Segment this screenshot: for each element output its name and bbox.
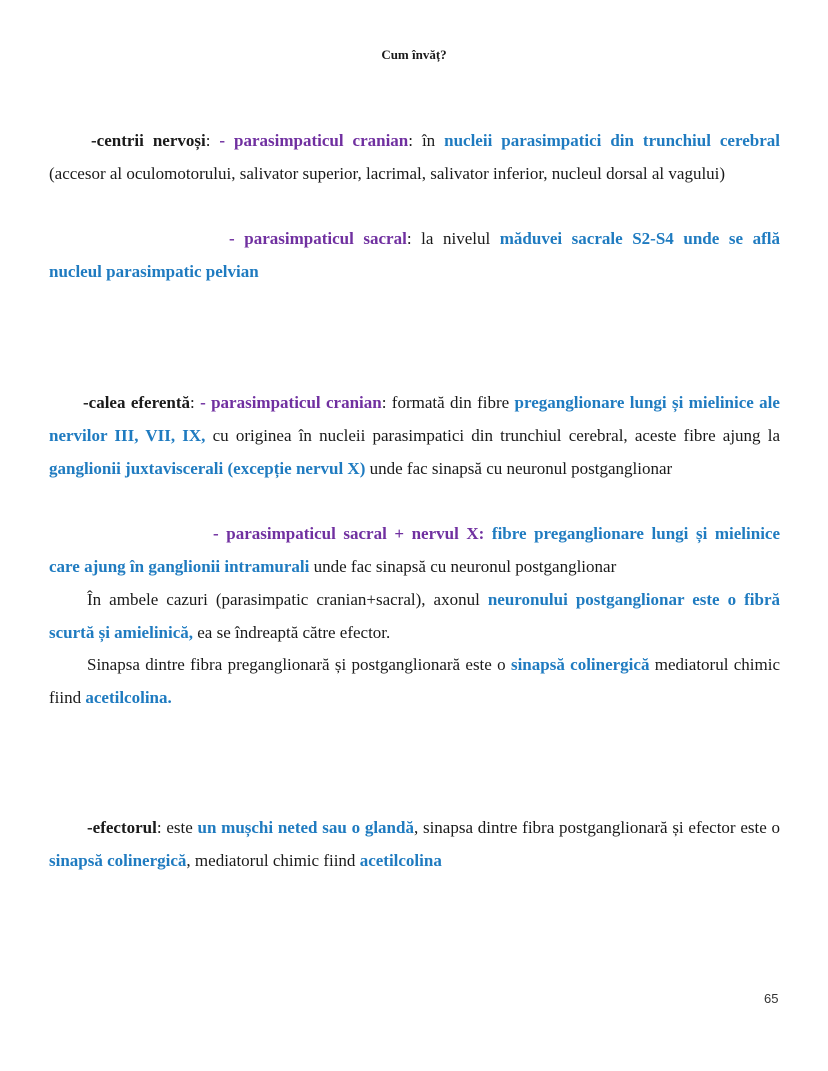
section-calea-synapse xyxy=(49,648,780,714)
centrii-sacral-location: măduvei sacrale S2-S4 unde se află nucleul parasimpatic pelvian xyxy=(49,229,780,281)
section-calea-sacral xyxy=(49,517,780,583)
calea-colon: : xyxy=(189,393,201,412)
centrii-cranian-colon: : în xyxy=(408,131,445,150)
centrii-cranian-term: parasimpaticul cranian xyxy=(234,131,409,150)
section-centrii-sacral xyxy=(49,222,780,288)
centrii-cranian-location: nucleii parasimpatici din trunchiul cerebral xyxy=(444,131,780,150)
centrii-sacral-colon: : la nivelul xyxy=(406,229,500,248)
calea-paren: ( xyxy=(223,459,234,478)
calea-cranian-term: parasimpaticul cranian xyxy=(211,393,382,412)
calea-cranian-text3: unde fac sinapsă cu neuronul postganglionar xyxy=(365,459,673,478)
efectorul-highlight2: sinapsă colinergică xyxy=(49,851,187,870)
calea-synapse-mediator: acetilcolina. xyxy=(85,688,172,707)
page-header-title: Cum învăț? xyxy=(381,47,447,62)
section-efectorul xyxy=(49,811,780,877)
calea-both-text2: ea se îndreaptă către efector. xyxy=(193,623,391,642)
efectorul-text3: , mediatorul chimic fiind xyxy=(186,851,360,870)
section-centrii-nervosi xyxy=(49,124,780,190)
calea-cranian-text1: : formată din fibre xyxy=(381,393,515,412)
calea-exception: excepție nervul X) xyxy=(233,459,366,478)
centrii-label: -centrii nervoși xyxy=(91,131,206,150)
centrii-sacral-term: parasimpaticul sacral xyxy=(244,229,407,248)
efectorul-label: -efectorul xyxy=(87,818,157,837)
calea-sacral-text: unde fac sinapsă cu neuronul postganglionar xyxy=(309,557,617,576)
centrii-colon: : xyxy=(205,131,220,150)
calea-sacral-dash: - xyxy=(213,524,227,543)
calea-sacral-fibers: fibre preganglionare lungi și mielinice care ajung în ganglionii intramurali xyxy=(49,524,781,576)
calea-synapse-text1: Sinapsa dintre fibra preganglionară și postganglionară este o xyxy=(87,655,511,674)
efectorul-highlight1: un mușchi neted sau o glandă xyxy=(197,818,414,837)
centrii-sacral-dash: - xyxy=(229,229,245,248)
centrii-cranian-detail: (accesor al oculomotorului, salivator superior, lacrimal, salivator inferior, nucleul dorsal al vagului) xyxy=(49,164,726,183)
calea-synapse-text2: mediatorul chimic fiind xyxy=(49,655,781,707)
section-calea-both xyxy=(49,583,780,649)
page-number: 65 xyxy=(764,991,779,1006)
efectorul-text2: , sinapsa dintre fibra postganglionară și efector este o xyxy=(413,818,781,837)
centrii-dash: - xyxy=(219,131,235,150)
calea-sacral-term: parasimpaticul sacral + nervul X: xyxy=(226,524,485,543)
section-calea-eferenta xyxy=(49,386,780,485)
calea-label: -calea eferentă xyxy=(83,393,190,412)
efectorul-text1: : este xyxy=(156,818,198,837)
calea-both-text1: În ambele cazuri (parasimpatic cranian+sacral), axonul xyxy=(87,590,488,609)
calea-ganglia: ganglionii juxtaviscerali xyxy=(49,459,224,478)
calea-synapse-highlight: sinapsă colinergică xyxy=(510,655,650,674)
calea-cranian-text2: cu originea în nucleii parasimpatici din trunchiul cerebral, aceste fibre ajung la xyxy=(205,426,781,445)
efectorul-highlight3: acetilcolina xyxy=(359,851,442,870)
calea-both-highlight: neuronului postganglionar este o fibră scurtă și amielinică, xyxy=(49,590,780,642)
calea-cranian-fibers: preganglionare lungi și mielinice ale nervilor III, VII, IX, xyxy=(49,393,780,445)
calea-dash: - xyxy=(200,393,212,412)
